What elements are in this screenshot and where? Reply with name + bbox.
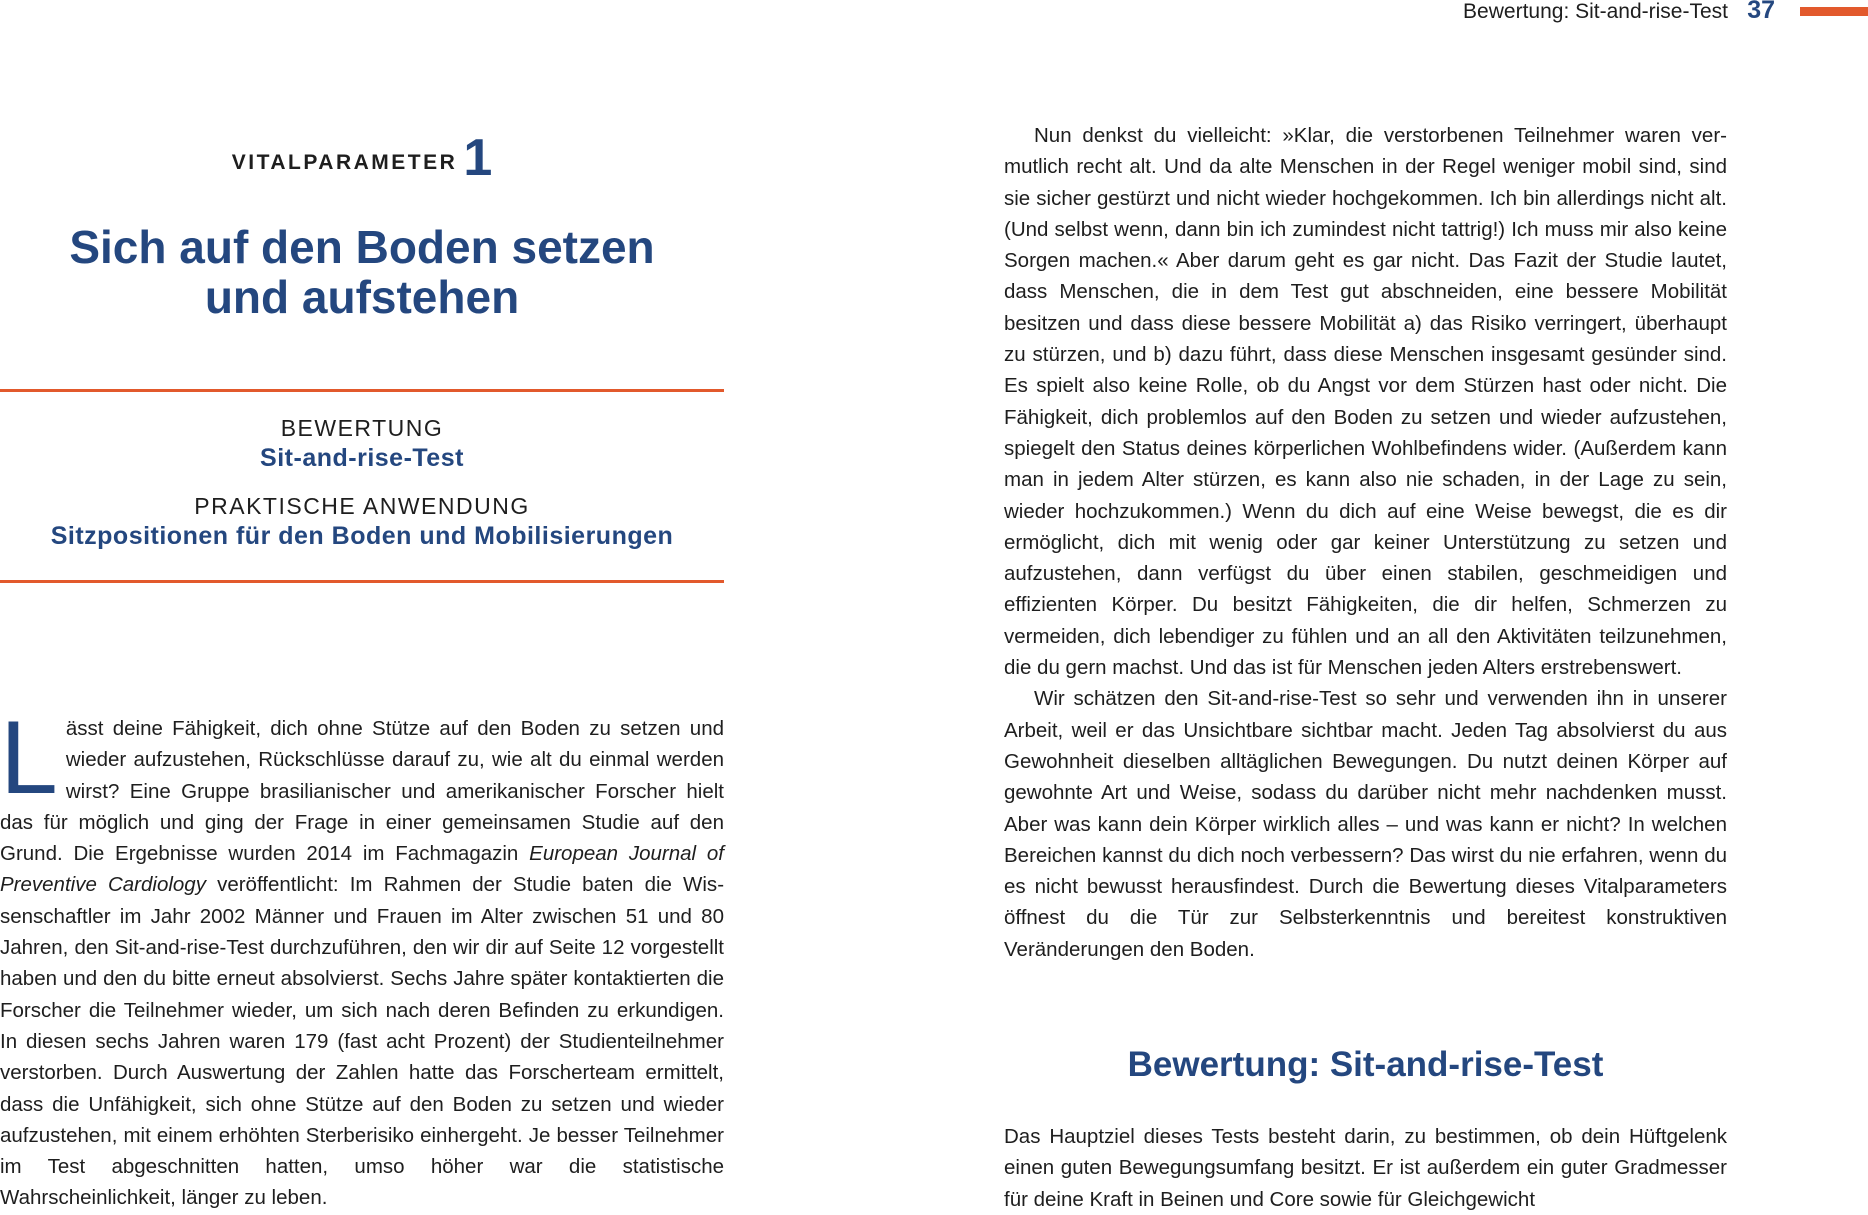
chapter-title-line-1: Sich auf den Boden setzen: [69, 221, 655, 273]
chapter-title: [0, 222, 724, 322]
divider-bottom: [0, 580, 724, 583]
intro-text-part-1: ässt deine Fähigkeit, dich ohne Stütze auf den Boden zu setzen und wieder aufzustehen, Rückschlüsse darauf zu, wie alt du einmal werden wirst? Eine Gruppe brasilianischer und amerikanischer Forscher hielt das für möglich und ging der Frage in einer gemeinsamen Studie auf den Grund. Die Ergebnisse wurden 2014 im Fachmagazin: [0, 717, 724, 866]
page-accent-bar: [1800, 7, 1868, 16]
chapter-sections-box: [0, 414, 724, 552]
intro-paragraph: [0, 700, 725, 1214]
body-paragraph-1: Nun denkst du vielleicht: »Klar, die verstorbenen Teilnehmer waren vermutlich recht alt. Und da alte Menschen in der Regel weniger mobil sind, sind sie sicher gestürzt und nicht wieder hochgekommen. Ich bin allerdings nicht alt. (Und selbst wenn, dann bin ich zumindest nicht tattrig!) Ich muss mir also keine Sorgen machen.« Aber darum geht es gar nicht. Das Fazit der Studie lautet, dass Menschen, die in dem Test gut abschneiden, eine bessere Mobilität besitzen und dass diese bessere Mobilität a) das Risiko verringert, überhaupt zu stürzen, und b) dazu führt, dass diese Menschen insgesamt gesünder sind. Es spielt also keine Rolle, ob du Angst vor dem Stürzen hast oder nicht. Die Fähigkeit, dich problemlos auf den Boden zu setzen und wieder aufzustehen, spiegelt den Status deines körperlichen Wohlbefindens wider. (Außerdem kann man in jedem Alter stürzen, es kann also nie schaden, in der Lage zu sein, wieder hochzukommen.) Wenn du dich auf eine Weise bewegst, die es dir ermöglicht, dich mit wenig oder gar keiner Unterstützung zu setzen und aufzustehen, dann verfügst du über einen stabilen, geschmeidigen und effizienten Körper. Du besitzt Fähigkeiten, die dir helfen, Schmerzen zu vermeiden, dich lebendiger zu fühlen und an all den Aktivitäten teilzunehmen, die du gern machst. Und das ist für Menschen jeden Alters erstrebenswert.: [1004, 124, 1727, 680]
assessment-name: Sit-and-rise-Test: [260, 444, 464, 472]
running-header-title: Bewertung: Sit-and-rise-Test: [1463, 0, 1728, 23]
body-paragraph-2: Wir schätzen den Sit-and-rise-Test so sehr und verwenden ihn in unserer Arbeit, weil er das Unsichtbare sichtbar macht. Jeden Tag absolvierst du aus Gewohnheit dieselben alltäglichen Bewegungen. Du nutzt deinen Körper auf gewohnte Art und Weise, sodass du darüber nicht mehr nachdenken musst. Aber was kann dein Körper wirklich alles – und was kann er nicht? In welchen Bereichen kannst du dich noch verbessern? Das wirst du nie erfahren, wenn du es nicht bewusst herausfindest. Durch die Bewertung dieses Vitalparameters öffnest du die Tür zur Selbsterkenntnis und bereitest konstruktiven Veränderungen den Boden.: [1004, 687, 1727, 961]
practice-label: PRAKTISCHE ANWENDUNG: [194, 493, 530, 519]
assessment-label: BEWERTUNG: [280, 415, 444, 441]
drop-cap: L: [0, 700, 58, 816]
chapter-heading: [0, 128, 724, 188]
section-subheading: Bewertung: Sit-and-rise-Test: [1127, 1045, 1604, 1084]
chapter-number: 1: [463, 129, 493, 187]
body-paragraph-3: Das Hauptziel dieses Tests besteht darin, zu bestimmen, ob dein Hüftgelenk einen guten Bewegungsumfang besitzt. Er ist außerdem ein guter Gradmesser für deine Kraft in Beinen und Core sowie für Gleichgewicht: [1004, 1125, 1727, 1211]
page-number: 37: [1747, 0, 1775, 24]
right-body-text: [1004, 120, 1727, 965]
journal-title: European Journal of Preventive Cardiology: [0, 842, 724, 897]
practice-name: Sitzpositionen für den Boden und Mobilisierungen: [50, 522, 674, 550]
chapter-title-line-2: und aufstehen: [204, 271, 520, 323]
chapter-label: VITALPARAMETER: [231, 151, 458, 174]
divider-top: [0, 389, 724, 392]
intro-text-part-2: veröffentlicht: Im Rahmen der Studie baten die Wissenschaftler im Jahr 2002 Männer und Frauen im Alter zwischen 51 und 80 Jahren, den Sit-and-rise-Test durchzuführen, den wir dir auf Seite 12 vorgestellt haben und den du bitte erneut absolvierst. Sechs Jahre später kontaktierten die Forscher die Teilnehmer wieder, um sich nach deren Befinden zu erkundigen. In diesen sechs Jahren waren 179 (fast acht Prozent) der Studienteilnehmer verstorben. Durch Auswertung der Zahlen hatte das Forscherteam ermittelt, dass die Unfähigkeit, sich ohne Stütze auf den Boden zu setzen und wieder aufzustehen, mit einem erhöhten Sterberisiko einhergeht. Je besser Teilnehmer im Test abgeschnitten hatten, umso höher war die statistische Wahrscheinlichkeit, länger zu leben.: [0, 873, 725, 1210]
running-header: [1168, 0, 1868, 30]
